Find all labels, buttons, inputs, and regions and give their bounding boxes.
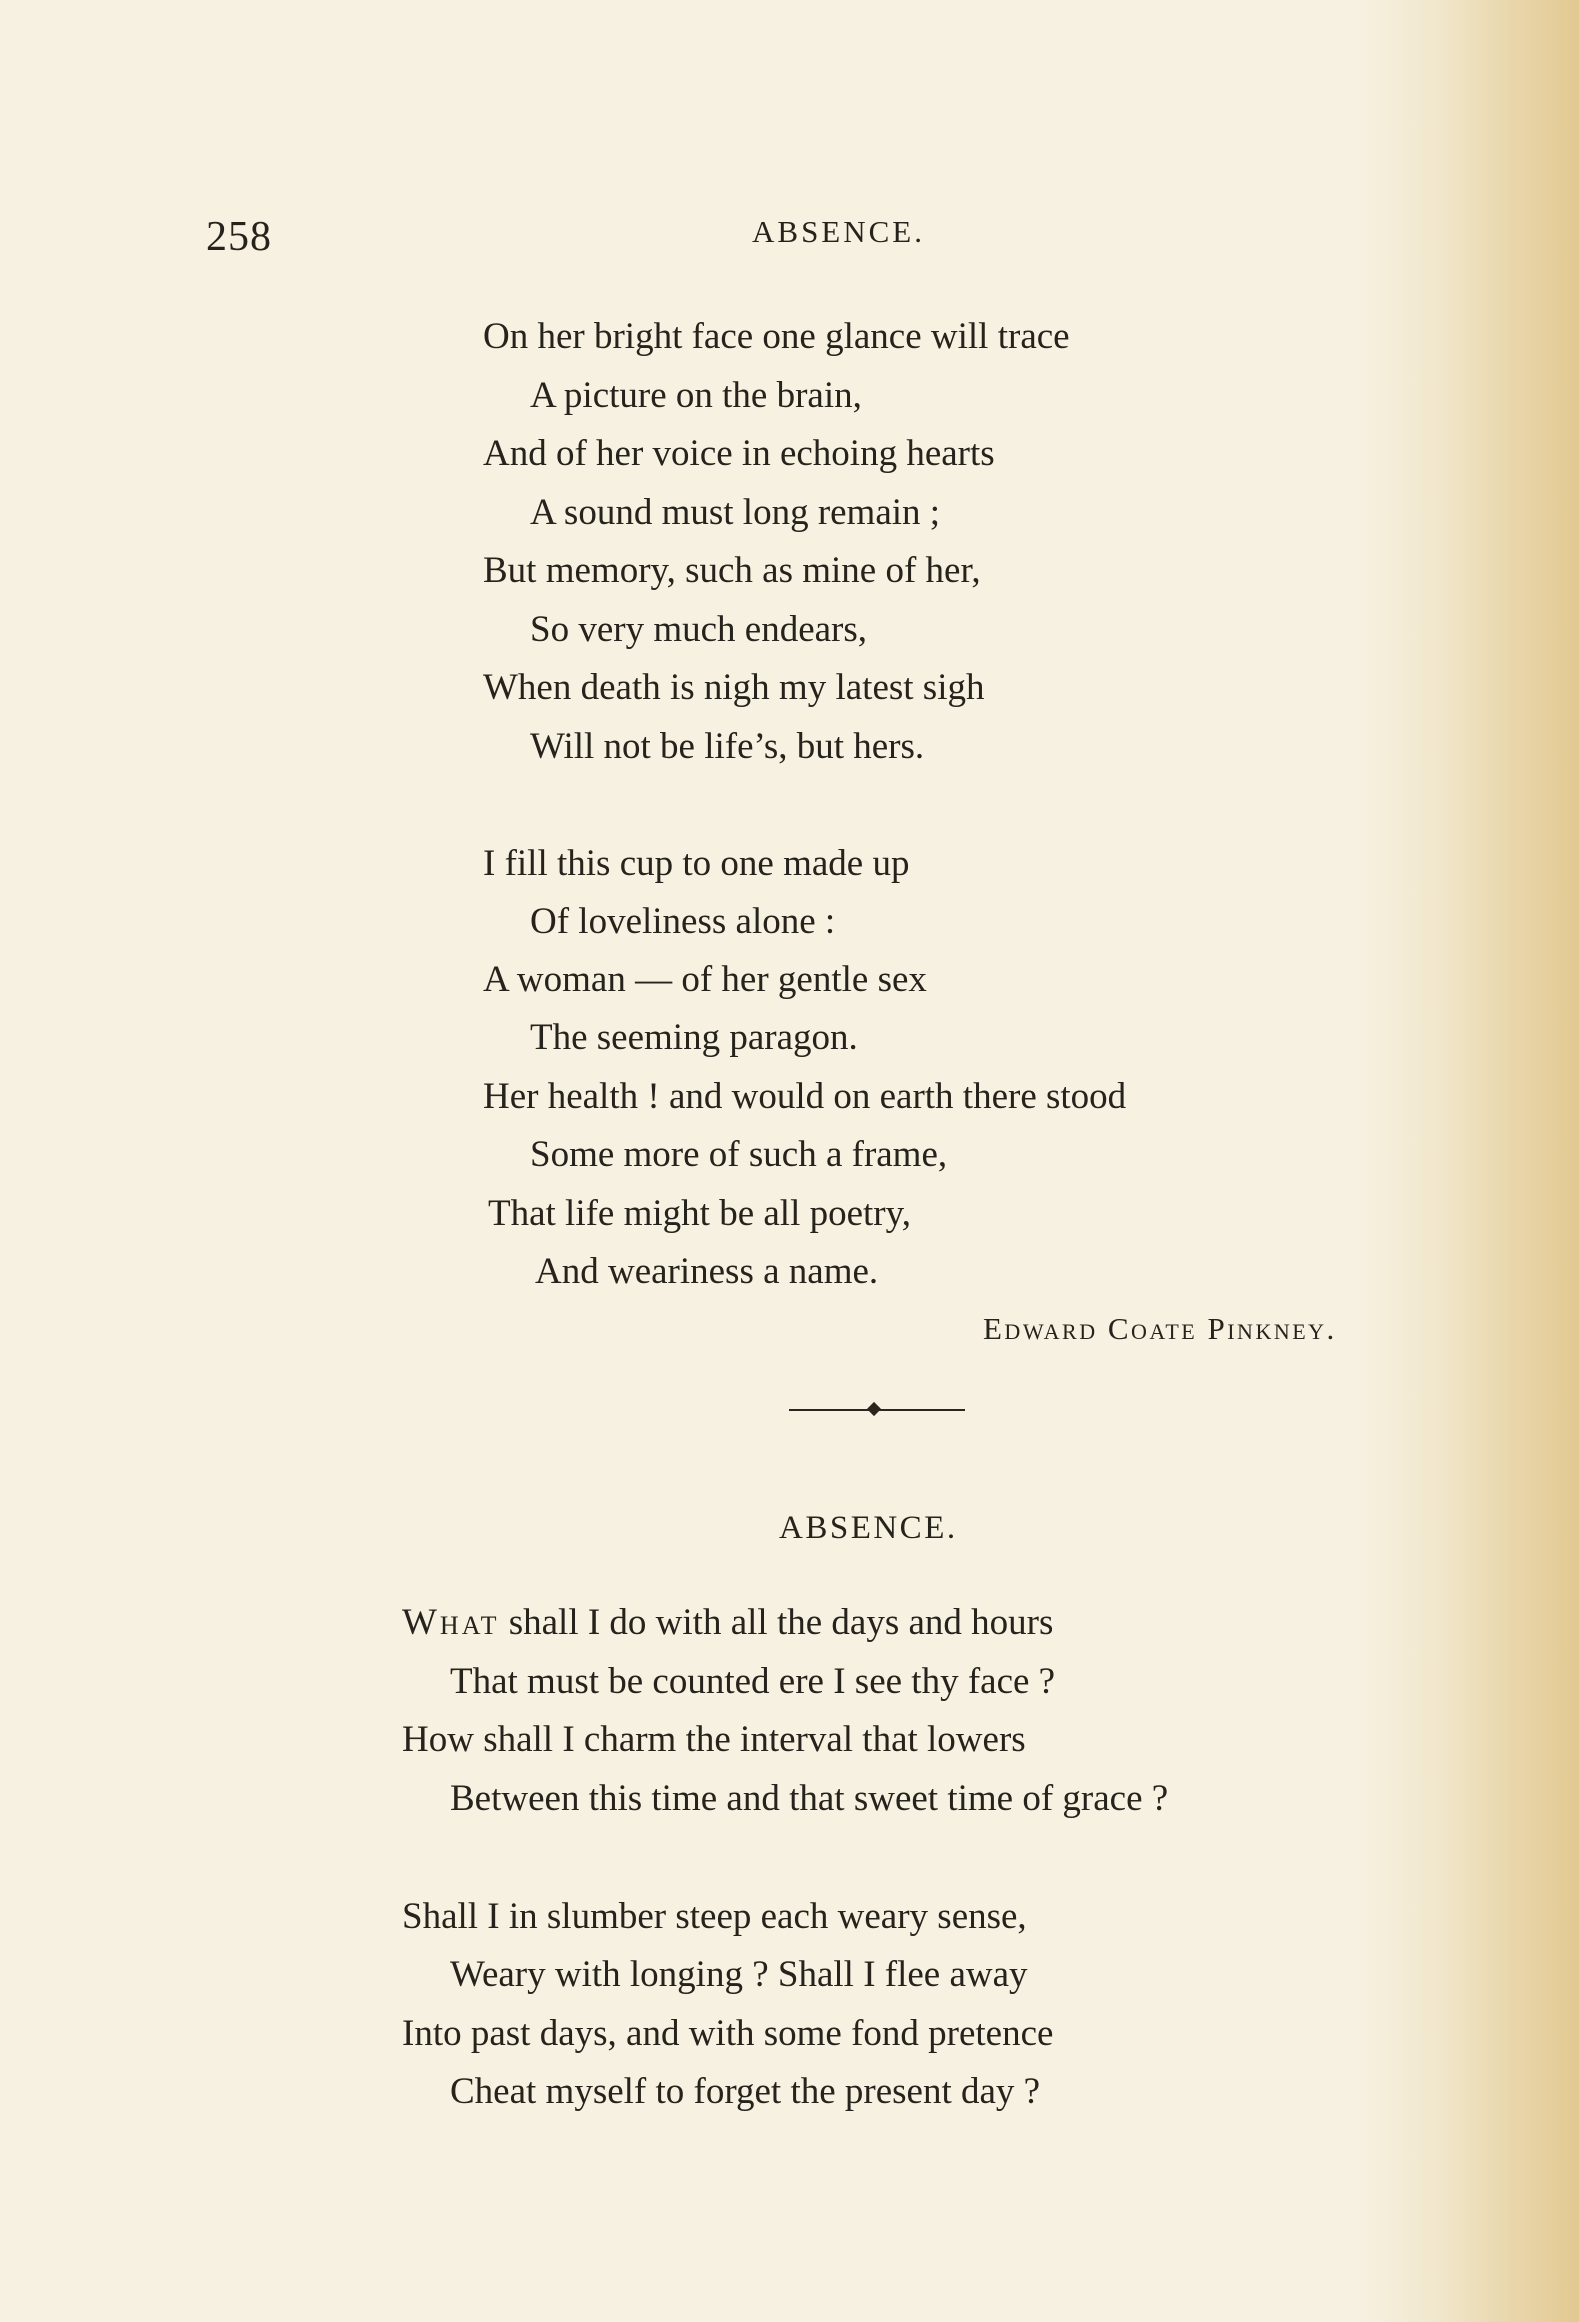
section-divider: [789, 1400, 965, 1420]
poem-line: Between this time and that sweet time of grace ?: [450, 1778, 1169, 1819]
poem-line: Of loveliness alone :: [530, 901, 836, 942]
poem-line: A woman — of her gentle sex: [483, 959, 927, 1000]
poem-line: When death is nigh my latest sigh: [483, 667, 985, 708]
poem-line: A picture on the brain,: [530, 375, 862, 416]
poem-line: Cheat myself to forget the present day ?: [450, 2071, 1041, 2112]
page-number: 258: [206, 214, 272, 260]
poem-line: And weariness a name.: [535, 1251, 879, 1292]
poem-line: [402, 1604, 1053, 1641]
poem-line: How shall I charm the interval that lowers: [402, 1719, 1026, 1760]
poem-line: I fill this cup to one made up: [483, 843, 910, 884]
poem-line: Weary with longing ? Shall I flee away: [450, 1954, 1028, 1995]
poem-line: That life might be all poetry,: [488, 1193, 911, 1234]
poem-line: Will not be life’s, but hers.: [530, 726, 925, 767]
poem-line: Some more of such a frame,: [530, 1134, 948, 1175]
poem-line: That must be counted ere I see thy face ?: [450, 1661, 1056, 1702]
attribution: Edward Coate Pinkney.: [983, 1311, 1337, 1346]
poem-line: But memory, such as mine of her,: [483, 550, 981, 591]
poem-line: Shall I in slumber steep each weary sense,: [402, 1896, 1027, 1937]
running-head: ABSENCE.: [752, 214, 925, 249]
poem-line: So very much endears,: [530, 609, 868, 650]
poem-first-word: What: [402, 1602, 500, 1643]
poem-line: And of her voice in echoing hearts: [483, 433, 995, 474]
poem-line: Her health ! and would on earth there stood: [483, 1076, 1127, 1117]
poem-line: On her bright face one glance will trace: [483, 316, 1070, 357]
poem-line: The seeming paragon.: [530, 1017, 858, 1058]
poem-line-rest: shall I do with all the days and hours: [499, 1602, 1054, 1643]
poem-line: A sound must long remain ;: [530, 492, 941, 533]
poem-line: Into past days, and with some fond pretence: [402, 2013, 1054, 2054]
poem-title: ABSENCE.: [779, 1510, 958, 1546]
